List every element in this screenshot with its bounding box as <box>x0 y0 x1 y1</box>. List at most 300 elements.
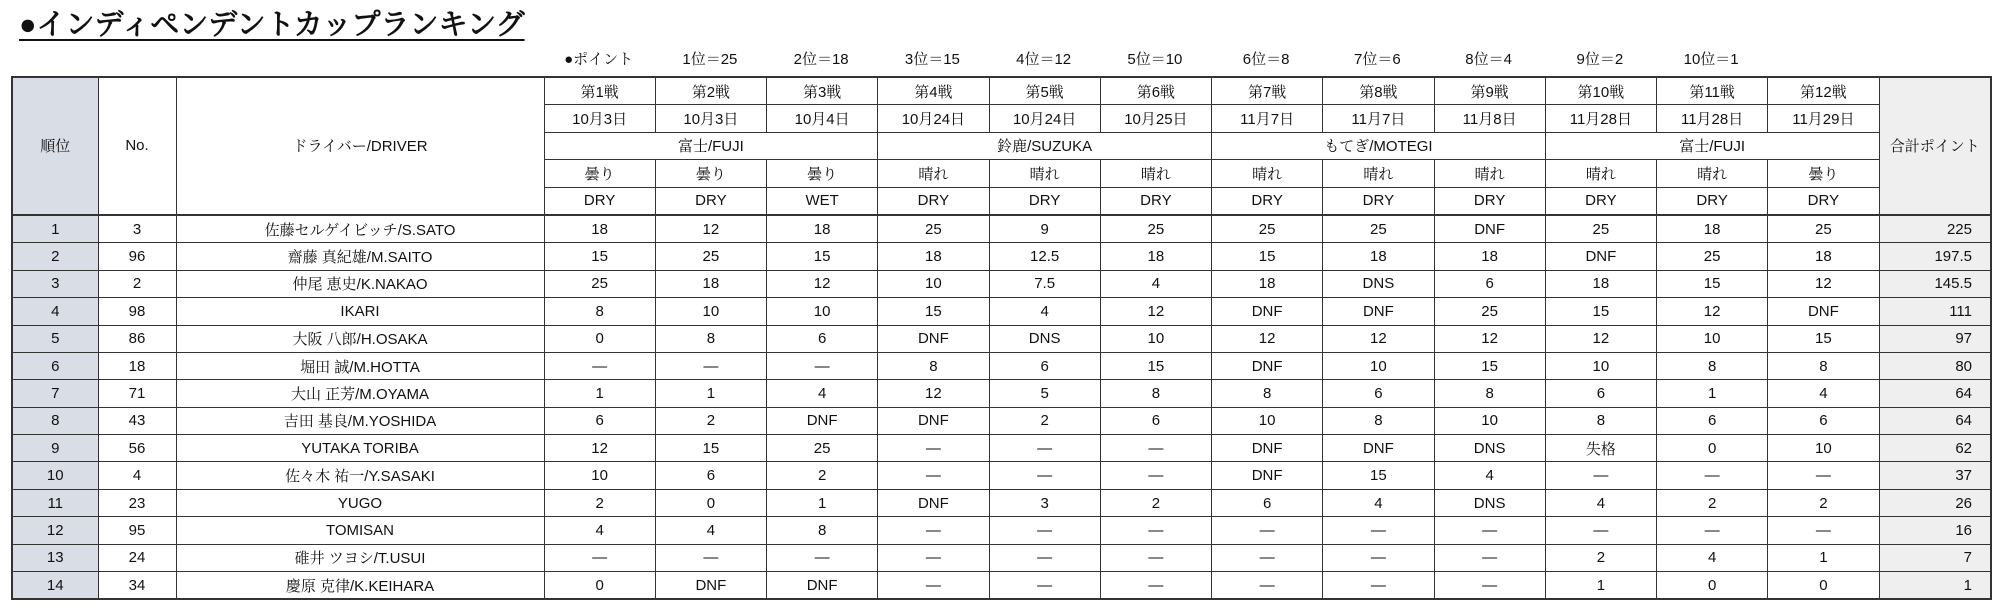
race-result-cell: 25 <box>878 215 989 243</box>
race-result-cell: — <box>1323 544 1434 571</box>
header-no: No. <box>98 77 176 215</box>
car-number-cell: 43 <box>98 407 176 434</box>
race-result-cell: 8 <box>1323 407 1434 434</box>
race-result-cell: 12 <box>544 435 655 462</box>
race-label-header: 第11戦 <box>1657 77 1768 105</box>
rank-cell: 5 <box>12 325 98 352</box>
race-weather-header: 曇り <box>544 160 655 187</box>
race-result-cell: — <box>1100 435 1211 462</box>
points-legend-label: ●ポイント <box>564 51 634 68</box>
race-result-cell: 1 <box>1657 380 1768 407</box>
race-result-cell: — <box>878 435 989 462</box>
race-date-header: 11月29日 <box>1768 105 1879 132</box>
total-points-cell: 80 <box>1879 352 1991 379</box>
total-points-cell: 26 <box>1879 489 1991 516</box>
race-date-header: 10月25日 <box>1100 105 1211 132</box>
race-result-cell: DNF <box>767 407 878 434</box>
race-result-cell: 25 <box>1100 215 1211 243</box>
race-result-cell: — <box>878 517 989 544</box>
race-result-cell: DNF <box>1212 462 1323 489</box>
race-result-cell: DNF <box>878 407 989 434</box>
driver-cell: TOMISAN <box>176 517 544 544</box>
race-result-cell: 8 <box>1657 352 1768 379</box>
race-result-cell: 1 <box>1768 544 1879 571</box>
total-points-cell: 197.5 <box>1879 243 1991 270</box>
race-condition-header: WET <box>767 187 878 215</box>
race-result-cell: 1 <box>655 380 766 407</box>
race-result-cell: 15 <box>1545 298 1656 325</box>
race-result-cell: 0 <box>1657 572 1768 600</box>
race-result-cell: 12 <box>1323 325 1434 352</box>
race-result-cell: DNF <box>767 572 878 600</box>
points-legend-item: 1位＝25 <box>682 51 738 68</box>
race-result-cell: 25 <box>1212 215 1323 243</box>
race-result-cell: 6 <box>1657 407 1768 434</box>
rank-cell: 3 <box>12 270 98 297</box>
race-result-cell: — <box>1100 544 1211 571</box>
race-result-cell: 失格 <box>1545 435 1656 462</box>
table-row <box>12 572 1991 600</box>
race-result-cell: 2 <box>1768 489 1879 516</box>
table-row <box>12 325 1991 352</box>
race-result-cell: 8 <box>1212 380 1323 407</box>
race-result-cell: 15 <box>655 435 766 462</box>
car-number-cell: 96 <box>98 243 176 270</box>
venue-header: 鈴鹿/SUZUKA <box>878 132 1212 159</box>
race-result-cell: 6 <box>1323 380 1434 407</box>
race-result-cell: 10 <box>1545 352 1656 379</box>
total-points-cell: 37 <box>1879 462 1991 489</box>
table-row <box>12 215 1991 243</box>
race-result-cell: 10 <box>1434 407 1545 434</box>
total-points-cell: 16 <box>1879 517 1991 544</box>
race-result-cell: — <box>1434 572 1545 600</box>
race-result-cell: 18 <box>1434 243 1545 270</box>
race-result-cell: 10 <box>1657 325 1768 352</box>
race-result-cell: 25 <box>544 270 655 297</box>
race-date-header: 10月24日 <box>878 105 989 132</box>
race-result-cell: 8 <box>1434 380 1545 407</box>
race-result-cell: 4 <box>1323 489 1434 516</box>
race-result-cell: 12 <box>655 215 766 243</box>
race-weather-header: 晴れ <box>1100 160 1211 187</box>
race-condition-header: DRY <box>1545 187 1656 215</box>
race-result-cell: 18 <box>1768 243 1879 270</box>
race-result-cell: 6 <box>1434 270 1545 297</box>
race-result-cell: — <box>989 517 1100 544</box>
race-result-cell: — <box>878 544 989 571</box>
points-legend-item: 7位＝6 <box>1354 51 1401 68</box>
race-result-cell: 12 <box>878 380 989 407</box>
race-result-cell: — <box>989 544 1100 571</box>
race-result-cell: — <box>1212 517 1323 544</box>
race-label-header: 第2戦 <box>655 77 766 105</box>
race-result-cell: 12 <box>1100 298 1211 325</box>
race-result-cell: 8 <box>544 298 655 325</box>
race-result-cell: 8 <box>1100 380 1211 407</box>
race-label-header: 第4戦 <box>878 77 989 105</box>
race-result-cell: 18 <box>1657 215 1768 243</box>
rank-cell: 12 <box>12 517 98 544</box>
race-result-cell: 5 <box>989 380 1100 407</box>
race-date-header: 11月7日 <box>1212 105 1323 132</box>
driver-cell: 吉田 基良/M.YOSHIDA <box>176 407 544 434</box>
race-result-cell: 10 <box>1100 325 1211 352</box>
race-result-cell: 1 <box>767 489 878 516</box>
race-result-cell: 4 <box>1768 380 1879 407</box>
race-result-cell: DNF <box>1212 352 1323 379</box>
race-result-cell: DNF <box>1545 243 1656 270</box>
race-result-cell: 18 <box>767 215 878 243</box>
race-result-cell: — <box>767 352 878 379</box>
race-result-cell: — <box>878 462 989 489</box>
race-result-cell: DNF <box>1212 298 1323 325</box>
race-label-header: 第10戦 <box>1545 77 1656 105</box>
race-result-cell: DNS <box>1434 435 1545 462</box>
race-result-cell: 6 <box>1768 407 1879 434</box>
driver-cell: IKARI <box>176 298 544 325</box>
race-result-cell: 2 <box>655 407 766 434</box>
car-number-cell: 4 <box>98 462 176 489</box>
race-result-cell: 10 <box>878 270 989 297</box>
car-number-cell: 18 <box>98 352 176 379</box>
race-result-cell: — <box>1434 517 1545 544</box>
race-result-cell: 25 <box>1657 243 1768 270</box>
race-result-cell: — <box>544 352 655 379</box>
driver-cell: 大阪 八郎/H.OSAKA <box>176 325 544 352</box>
race-condition-header: DRY <box>1434 187 1545 215</box>
table-row <box>12 517 1991 544</box>
race-result-cell: — <box>1545 517 1656 544</box>
driver-cell: 慶原 克律/K.KEIHARA <box>176 572 544 600</box>
race-date-header: 11月28日 <box>1545 105 1656 132</box>
race-weather-header: 曇り <box>655 160 766 187</box>
race-date-header: 10月3日 <box>544 105 655 132</box>
race-result-cell: 1 <box>544 380 655 407</box>
race-result-cell: 18 <box>878 243 989 270</box>
points-legend <box>11 46 1767 74</box>
race-weather-header: 晴れ <box>1657 160 1768 187</box>
rank-cell: 4 <box>12 298 98 325</box>
race-result-cell: 18 <box>1323 243 1434 270</box>
race-result-cell: 15 <box>544 243 655 270</box>
race-label-header: 第3戦 <box>767 77 878 105</box>
race-result-cell: 12 <box>1434 325 1545 352</box>
race-result-cell: 4 <box>989 298 1100 325</box>
points-legend-item: 4位＝12 <box>1016 51 1072 68</box>
race-condition-header: DRY <box>1657 187 1768 215</box>
race-result-cell: 8 <box>878 352 989 379</box>
total-points-cell: 7 <box>1879 544 1991 571</box>
table-row <box>12 462 1991 489</box>
points-legend-item: 8位＝4 <box>1465 51 1512 68</box>
race-result-cell: 6 <box>655 462 766 489</box>
rank-cell: 1 <box>12 215 98 243</box>
total-points-cell: 62 <box>1879 435 1991 462</box>
race-result-cell: — <box>544 544 655 571</box>
race-result-cell: 10 <box>1768 435 1879 462</box>
race-result-cell: 18 <box>544 215 655 243</box>
driver-cell: 佐々木 祐一/Y.SASAKI <box>176 462 544 489</box>
race-result-cell: — <box>1212 572 1323 600</box>
table-row <box>12 243 1991 270</box>
race-result-cell: 25 <box>767 435 878 462</box>
race-condition-header: DRY <box>989 187 1100 215</box>
race-result-cell: 15 <box>878 298 989 325</box>
race-result-cell: DNS <box>989 325 1100 352</box>
race-result-cell: — <box>1657 462 1768 489</box>
rank-cell: 8 <box>12 407 98 434</box>
race-result-cell: 8 <box>655 325 766 352</box>
race-date-header: 10月3日 <box>655 105 766 132</box>
ranking-table <box>11 76 1992 600</box>
table-row <box>12 298 1991 325</box>
total-points-cell: 97 <box>1879 325 1991 352</box>
race-result-cell: — <box>1100 517 1211 544</box>
table-row <box>12 435 1991 462</box>
race-result-cell: 15 <box>1657 270 1768 297</box>
race-result-cell: 18 <box>1545 270 1656 297</box>
race-result-cell: 10 <box>1323 352 1434 379</box>
race-result-cell: 10 <box>1212 407 1323 434</box>
race-result-cell: — <box>989 462 1100 489</box>
race-weather-header: 晴れ <box>1212 160 1323 187</box>
race-result-cell: 4 <box>655 517 766 544</box>
race-result-cell: 6 <box>767 325 878 352</box>
race-result-cell: — <box>1657 517 1768 544</box>
race-result-cell: 15 <box>1768 325 1879 352</box>
points-legend-item: 2位＝18 <box>793 51 849 68</box>
race-result-cell: — <box>1545 462 1656 489</box>
race-result-cell: 9 <box>989 215 1100 243</box>
race-result-cell: 18 <box>1100 243 1211 270</box>
race-result-cell: 10 <box>544 462 655 489</box>
race-result-cell: — <box>1323 517 1434 544</box>
race-result-cell: 18 <box>655 270 766 297</box>
venue-header: もてぎ/MOTEGI <box>1212 132 1546 159</box>
race-result-cell: DNF <box>1212 435 1323 462</box>
rank-cell: 2 <box>12 243 98 270</box>
race-result-cell: 25 <box>1434 298 1545 325</box>
points-legend-item: 10位＝1 <box>1683 51 1739 68</box>
race-result-cell: 4 <box>1434 462 1545 489</box>
race-result-cell: DNF <box>1434 215 1545 243</box>
race-condition-header: DRY <box>655 187 766 215</box>
race-result-cell: 10 <box>655 298 766 325</box>
total-points-cell: 64 <box>1879 407 1991 434</box>
race-result-cell: 0 <box>655 489 766 516</box>
table-row <box>12 544 1991 571</box>
car-number-cell: 2 <box>98 270 176 297</box>
race-result-cell: 15 <box>1212 243 1323 270</box>
race-result-cell: 4 <box>1100 270 1211 297</box>
rank-cell: 11 <box>12 489 98 516</box>
race-result-cell: 25 <box>1545 215 1656 243</box>
car-number-cell: 86 <box>98 325 176 352</box>
race-date-header: 11月8日 <box>1434 105 1545 132</box>
race-weather-header: 晴れ <box>878 160 989 187</box>
driver-cell: 佐藤セルゲイビッチ/S.SATO <box>176 215 544 243</box>
race-result-cell: — <box>655 352 766 379</box>
race-result-cell: 2 <box>767 462 878 489</box>
race-result-cell: 12 <box>1212 325 1323 352</box>
race-result-cell: 8 <box>1545 407 1656 434</box>
race-result-cell: 6 <box>544 407 655 434</box>
car-number-cell: 3 <box>98 215 176 243</box>
race-result-cell: 10 <box>767 298 878 325</box>
driver-cell: 仲尾 恵史/K.NAKAO <box>176 270 544 297</box>
rank-cell: 10 <box>12 462 98 489</box>
driver-cell: 堀田 誠/M.HOTTA <box>176 352 544 379</box>
race-result-cell: 1 <box>1545 572 1656 600</box>
race-result-cell: 12 <box>767 270 878 297</box>
rank-cell: 6 <box>12 352 98 379</box>
race-result-cell: 2 <box>1100 489 1211 516</box>
race-label-header: 第1戦 <box>544 77 655 105</box>
race-result-cell: 4 <box>544 517 655 544</box>
race-result-cell: 12 <box>1768 270 1879 297</box>
points-legend-item: 3位＝15 <box>904 51 960 68</box>
race-result-cell: 6 <box>1545 380 1656 407</box>
driver-cell: 大山 正芳/M.OYAMA <box>176 380 544 407</box>
driver-cell: 齋藤 真紀雄/M.SAITO <box>176 243 544 270</box>
race-label-header: 第8戦 <box>1323 77 1434 105</box>
race-result-cell: — <box>1212 544 1323 571</box>
race-date-header: 11月7日 <box>1323 105 1434 132</box>
race-result-cell: 4 <box>1657 544 1768 571</box>
race-result-cell: DNF <box>655 572 766 600</box>
race-result-cell: 4 <box>1545 489 1656 516</box>
race-result-cell: DNS <box>1434 489 1545 516</box>
race-result-cell: — <box>1100 462 1211 489</box>
race-date-header: 10月24日 <box>989 105 1100 132</box>
points-legend-item: 6位＝8 <box>1242 51 1290 68</box>
race-result-cell: 25 <box>655 243 766 270</box>
race-result-cell: 15 <box>1323 462 1434 489</box>
car-number-cell: 56 <box>98 435 176 462</box>
race-label-header: 第7戦 <box>1212 77 1323 105</box>
race-result-cell: — <box>767 544 878 571</box>
race-weather-header: 曇り <box>767 160 878 187</box>
race-weather-header: 晴れ <box>989 160 1100 187</box>
race-weather-header: 晴れ <box>1434 160 1545 187</box>
race-result-cell: — <box>878 572 989 600</box>
race-result-cell: 18 <box>1212 270 1323 297</box>
race-result-cell: 6 <box>989 352 1100 379</box>
race-result-cell: 6 <box>1100 407 1211 434</box>
header-total: 合計ポイント <box>1879 77 1991 215</box>
venue-header: 富士/FUJI <box>1545 132 1879 159</box>
race-result-cell: DNF <box>1323 298 1434 325</box>
race-result-cell: 8 <box>767 517 878 544</box>
total-points-cell: 111 <box>1879 298 1991 325</box>
race-result-cell: 15 <box>767 243 878 270</box>
race-result-cell: 0 <box>1657 435 1768 462</box>
points-legend-item: 9位＝2 <box>1576 51 1624 68</box>
points-legend-item: 5位＝10 <box>1127 51 1183 68</box>
driver-cell: YUGO <box>176 489 544 516</box>
table-row <box>12 407 1991 434</box>
rank-cell: 9 <box>12 435 98 462</box>
race-result-cell: 4 <box>767 380 878 407</box>
race-label-header: 第12戦 <box>1768 77 1879 105</box>
race-result-cell: 0 <box>544 325 655 352</box>
table-row <box>12 489 1991 516</box>
race-label-header: 第6戦 <box>1100 77 1211 105</box>
rank-cell: 13 <box>12 544 98 571</box>
race-result-cell: 6 <box>1212 489 1323 516</box>
venue-header: 富士/FUJI <box>544 132 878 159</box>
race-condition-header: DRY <box>1323 187 1434 215</box>
race-condition-header: DRY <box>1100 187 1211 215</box>
race-result-cell: DNS <box>1323 270 1434 297</box>
race-result-cell: — <box>1768 517 1879 544</box>
race-condition-header: DRY <box>878 187 989 215</box>
race-result-cell: 0 <box>1768 572 1879 600</box>
race-result-cell: — <box>1768 462 1879 489</box>
race-label-header: 第5戦 <box>989 77 1100 105</box>
total-points-cell: 145.5 <box>1879 270 1991 297</box>
race-result-cell: 12.5 <box>989 243 1100 270</box>
race-result-cell: DNF <box>1323 435 1434 462</box>
car-number-cell: 23 <box>98 489 176 516</box>
rank-cell: 14 <box>12 572 98 600</box>
race-result-cell: 25 <box>1323 215 1434 243</box>
race-weather-header: 晴れ <box>1545 160 1656 187</box>
race-result-cell: — <box>989 435 1100 462</box>
race-result-cell: 2 <box>1545 544 1656 571</box>
race-result-cell: 12 <box>1657 298 1768 325</box>
car-number-cell: 71 <box>98 380 176 407</box>
race-condition-header: DRY <box>1768 187 1879 215</box>
rank-cell: 7 <box>12 380 98 407</box>
race-result-cell: 15 <box>1100 352 1211 379</box>
race-weather-header: 晴れ <box>1323 160 1434 187</box>
race-result-cell: 2 <box>544 489 655 516</box>
race-result-cell: DNF <box>878 489 989 516</box>
race-result-cell: 2 <box>1657 489 1768 516</box>
total-points-cell: 225 <box>1879 215 1991 243</box>
race-result-cell: DNF <box>1768 298 1879 325</box>
driver-cell: 碓井 ツヨシ/T.USUI <box>176 544 544 571</box>
race-result-cell: — <box>1323 572 1434 600</box>
race-condition-header: DRY <box>1212 187 1323 215</box>
race-result-cell: 15 <box>1434 352 1545 379</box>
page-title: ●インディペンデントカップランキング <box>19 9 525 41</box>
driver-cell: YUTAKA TORIBA <box>176 435 544 462</box>
race-result-cell: DNF <box>878 325 989 352</box>
race-result-cell: — <box>655 544 766 571</box>
header-rank: 順位 <box>12 77 98 215</box>
race-date-header: 10月4日 <box>767 105 878 132</box>
car-number-cell: 34 <box>98 572 176 600</box>
race-result-cell: 2 <box>989 407 1100 434</box>
race-result-cell: 3 <box>989 489 1100 516</box>
race-weather-header: 曇り <box>1768 160 1879 187</box>
race-result-cell: 12 <box>1545 325 1656 352</box>
race-result-cell: 8 <box>1768 352 1879 379</box>
header-driver: ドライバー/DRIVER <box>176 77 544 215</box>
race-date-header: 11月28日 <box>1657 105 1768 132</box>
car-number-cell: 24 <box>98 544 176 571</box>
race-result-cell: 7.5 <box>989 270 1100 297</box>
race-condition-header: DRY <box>544 187 655 215</box>
race-label-header: 第9戦 <box>1434 77 1545 105</box>
race-result-cell: — <box>1434 544 1545 571</box>
table-row <box>12 270 1991 297</box>
total-points-cell: 64 <box>1879 380 1991 407</box>
table-row <box>12 380 1991 407</box>
